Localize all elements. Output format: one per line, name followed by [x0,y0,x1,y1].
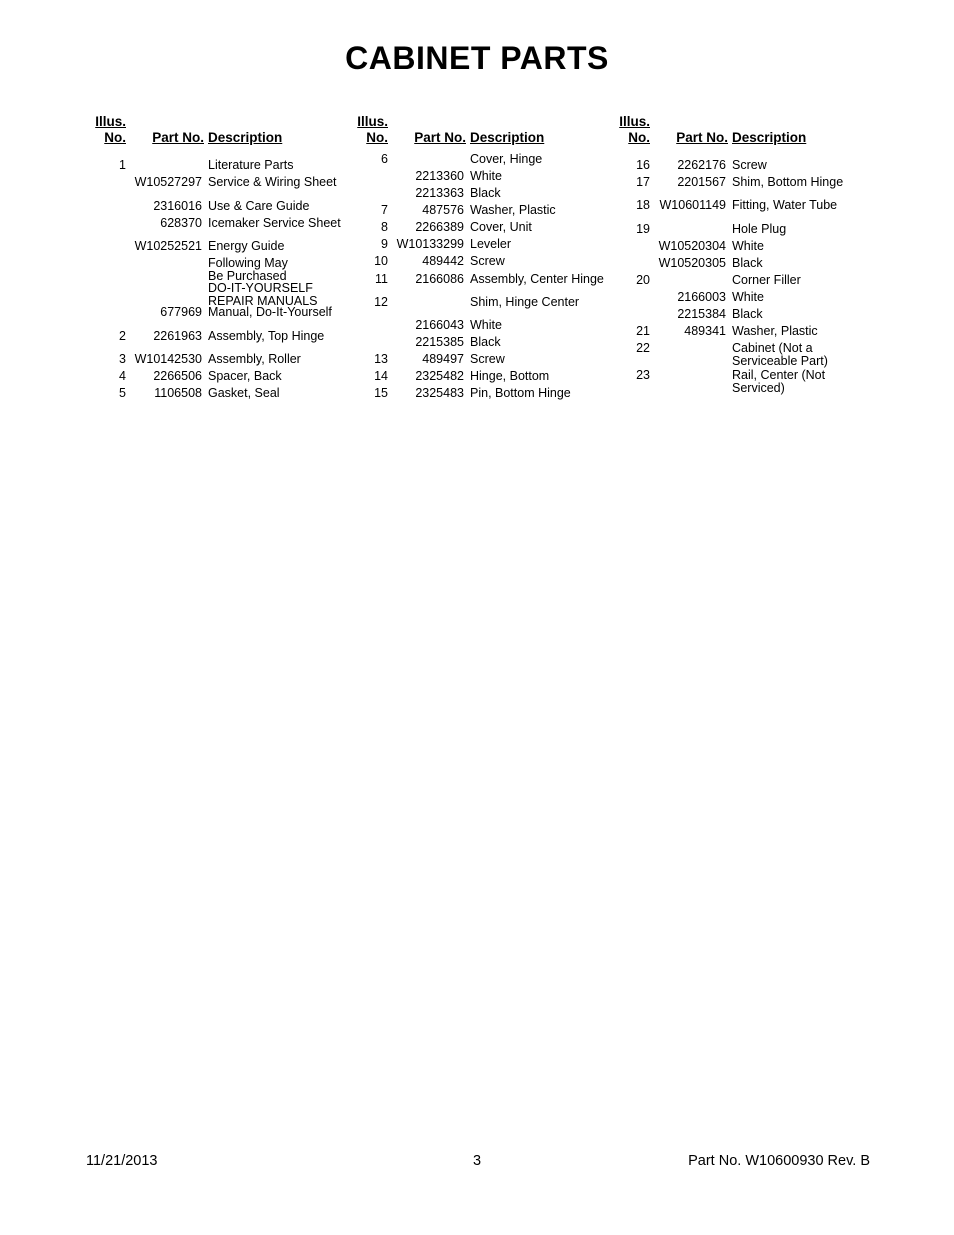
part-description: Use & Care Guide [208,199,310,213]
part-number: 2201567 [677,175,726,189]
illus-number: 12 [374,295,388,309]
part-number: 2215385 [415,335,464,349]
part-description: Be Purchased [208,268,287,283]
illus-number: 4 [119,369,126,383]
part-number: 2266389 [415,220,464,234]
header-description: Description [208,130,283,145]
header-description: Description [732,130,807,145]
part-number: 2213363 [415,186,464,200]
illus-number: 19 [636,222,650,236]
part-number: 2266506 [153,369,202,383]
part-description: Screw [470,254,505,268]
part-description: Following May [208,256,288,270]
illus-number: 13 [374,352,388,366]
part-description: White [732,239,764,253]
part-description: REPAIR MANUALS [208,293,318,308]
header-part-no: Part No. [414,130,466,145]
part-number: W10520305 [658,256,726,270]
part-number: 677969 [160,305,202,319]
part-number: 489497 [422,352,464,366]
part-number: W10133299 [396,237,464,251]
header-no: No. [366,130,388,145]
part-number: 2213360 [415,169,464,183]
part-description: Fitting, Water Tube [732,198,838,212]
part-description: Assembly, Top Hinge [208,329,325,343]
part-description: Cover, Hinge [470,152,543,166]
part-number: W10252521 [134,239,202,253]
part-description: Shim, Bottom Hinge [732,175,844,189]
illus-number: 8 [381,220,388,234]
part-description: Hole Plug [732,222,787,236]
part-description: Gasket, Seal [208,386,280,400]
part-description: Pin, Bottom Hinge [470,386,571,400]
header-no: No. [104,130,126,145]
illus-number: 18 [636,198,650,212]
part-description: Washer, Plastic [732,324,818,338]
parts-column-3 [612,112,874,412]
part-description: Cover, Unit [470,220,532,234]
part-description: Service & Wiring Sheet [208,175,337,189]
part-description: Icemaker Service Sheet [208,216,341,230]
part-number: 2262176 [677,158,726,172]
header-illus: Illus. [95,114,126,129]
illus-number: 23 [636,368,650,382]
footer-date: 11/21/2013 [86,1153,158,1169]
part-number: 2316016 [153,199,202,213]
illus-number: 2 [119,329,126,343]
part-number: 489442 [422,254,464,268]
part-description: Rail, Center (Not [732,368,826,382]
part-description: Corner Filler [732,273,801,287]
illus-number: 21 [636,324,650,338]
part-number: 489341 [684,324,726,338]
part-description: Assembly, Roller [208,352,301,366]
part-description: Spacer, Back [208,369,282,383]
part-description: DO-IT-YOURSELF [208,281,313,295]
header-part-no: Part No. [152,130,204,145]
header-no: No. [628,130,650,145]
part-description: Manual, Do-It-Yourself [208,305,332,319]
parts-column-2 [350,112,612,412]
illus-number: 11 [375,272,388,286]
part-description: Energy Guide [208,239,285,253]
illus-number: 17 [636,175,650,189]
part-description: Literature Parts [208,158,294,172]
header-illus: Illus. [357,114,388,129]
part-number: W10142530 [134,352,202,366]
illus-number: 14 [374,369,388,383]
illus-number: 3 [119,352,126,366]
part-description: Black [732,256,763,270]
illus-number: 16 [636,158,650,172]
part-description: Leveler [470,237,511,251]
part-number: 2166086 [415,272,464,286]
part-number: W10527297 [134,175,202,189]
part-description: Assembly, Center Hinge [470,272,604,286]
part-description: Screw [732,158,767,172]
part-description: Serviced) [732,380,785,395]
part-number: 2325482 [415,369,464,383]
illus-number: 1 [119,158,126,172]
header-description: Description [470,130,545,145]
part-number: 2325483 [415,386,464,400]
illus-number: 20 [636,273,650,287]
part-description: Cabinet (Not a [732,341,813,355]
part-description: Black [470,335,501,349]
illus-number: 9 [381,237,388,251]
footer-document-part-number: Part No. W10600930 Rev. B [688,1153,870,1169]
part-description: Hinge, Bottom [470,369,550,383]
part-description: Black [732,307,763,321]
illus-number: 22 [636,341,650,355]
footer-page-number: 3 [472,1153,482,1169]
part-number: 1106508 [154,386,202,400]
illus-number: 10 [374,254,388,268]
part-number: 487576 [422,203,464,217]
illus-number: 6 [381,152,388,166]
page-title: CABINET PARTS [345,40,609,76]
illus-number: 5 [119,386,126,400]
part-number: W10601149 [659,198,726,212]
part-number: 2215384 [677,307,726,321]
part-description: Black [470,186,501,200]
parts-column-1 [88,112,350,412]
part-description: Serviceable Part) [732,353,828,368]
part-description: Washer, Plastic [470,203,556,217]
part-number: 2166003 [677,290,726,304]
part-number: 628370 [160,216,202,230]
part-number: 2166043 [415,318,464,332]
part-description: White [470,169,502,183]
part-description: White [732,290,764,304]
illus-number: 7 [381,203,388,217]
part-number: 2261963 [153,329,202,343]
part-description: Shim, Hinge Center [470,295,580,309]
header-illus: Illus. [619,114,650,129]
illus-number: 15 [374,386,388,400]
part-number: W10520304 [658,239,726,253]
header-part-no: Part No. [676,130,728,145]
part-description: Screw [470,352,505,366]
part-description: White [470,318,502,332]
